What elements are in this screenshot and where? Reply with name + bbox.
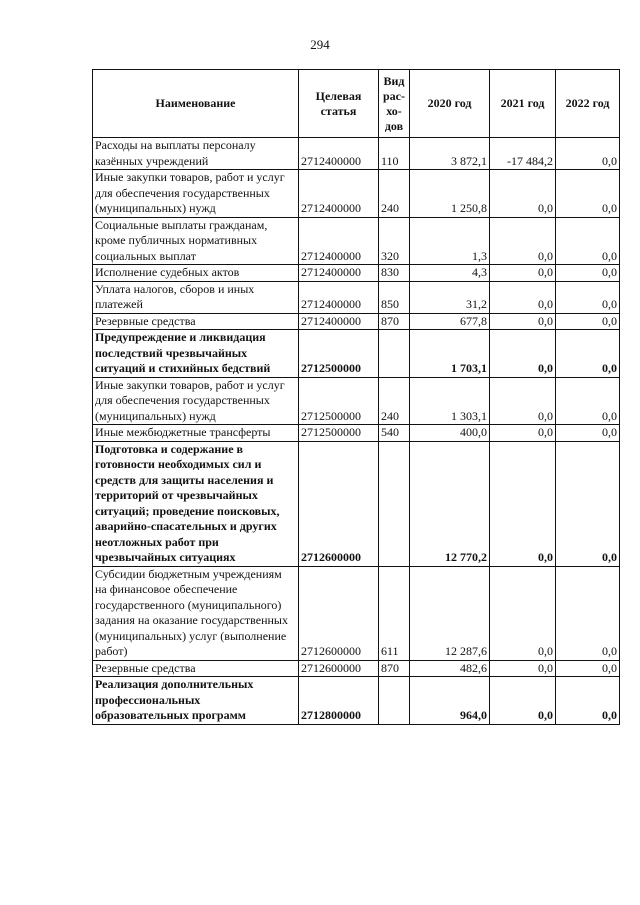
table-row-section xyxy=(93,677,620,725)
cell-2020: 4,3 xyxy=(410,265,490,282)
cell-2021: 0,0 xyxy=(490,660,556,677)
cell-name: Резервные средства xyxy=(93,660,299,677)
cell-name: Исполнение судебных актов xyxy=(93,265,299,282)
cell-2021: 0,0 xyxy=(490,377,556,425)
cell-target: 2712400000 xyxy=(299,265,379,282)
table-row xyxy=(93,377,620,425)
cell-2021: 0,0 xyxy=(490,566,556,660)
table-row xyxy=(93,217,620,265)
cell-2021: 0,0 xyxy=(490,330,556,378)
table-row-section xyxy=(93,330,620,378)
cell-name: Предупреждение и ликвидация последствий чрезвычайных ситуаций и стихийных бедствий xyxy=(93,330,299,378)
cell-kind: 110 xyxy=(379,138,410,170)
cell-target: 2712400000 xyxy=(299,170,379,218)
table-row-section xyxy=(93,441,620,566)
cell-target: 2712400000 xyxy=(299,281,379,313)
budget-table xyxy=(92,69,620,725)
cell-name: Расходы на выплаты персоналу казённых учреждений xyxy=(93,138,299,170)
table-row xyxy=(93,170,620,218)
cell-target: 2712500000 xyxy=(299,330,379,378)
cell-2021: 0,0 xyxy=(490,425,556,442)
cell-2022: 0,0 xyxy=(556,138,620,170)
cell-2022: 0,0 xyxy=(556,281,620,313)
cell-2022: 0,0 xyxy=(556,265,620,282)
table-row xyxy=(93,566,620,660)
cell-kind: 611 xyxy=(379,566,410,660)
table-row xyxy=(93,265,620,282)
table-header-row xyxy=(93,70,620,138)
cell-name: Резервные средства xyxy=(93,313,299,330)
cell-target: 2712500000 xyxy=(299,377,379,425)
cell-2021: 0,0 xyxy=(490,281,556,313)
cell-2020: 1 303,1 xyxy=(410,377,490,425)
cell-name: Реализация дополнительных профессиональных образовательных программ xyxy=(93,677,299,725)
cell-kind: 850 xyxy=(379,281,410,313)
header-2022: 2022 год xyxy=(556,70,620,138)
cell-2020: 677,8 xyxy=(410,313,490,330)
cell-2020: 1,3 xyxy=(410,217,490,265)
cell-2020: 12 287,6 xyxy=(410,566,490,660)
cell-2021: 0,0 xyxy=(490,677,556,725)
page-number: 294 xyxy=(310,37,330,52)
cell-2022: 0,0 xyxy=(556,377,620,425)
cell-2021: 0,0 xyxy=(490,441,556,566)
cell-name: Уплата налогов, сборов и иных платежей xyxy=(93,281,299,313)
cell-2020: 964,0 xyxy=(410,677,490,725)
cell-kind: 830 xyxy=(379,265,410,282)
cell-2020: 31,2 xyxy=(410,281,490,313)
cell-2021: -17 484,2 xyxy=(490,138,556,170)
cell-2022: 0,0 xyxy=(556,677,620,725)
cell-2022: 0,0 xyxy=(556,217,620,265)
cell-2022: 0,0 xyxy=(556,170,620,218)
cell-target: 2712600000 xyxy=(299,566,379,660)
cell-target: 2712800000 xyxy=(299,677,379,725)
cell-kind xyxy=(379,677,410,725)
cell-2020: 400,0 xyxy=(410,425,490,442)
cell-kind: 870 xyxy=(379,313,410,330)
cell-name: Иные закупки товаров, работ и услуг для обеспечения государственных (муниципальных) нужд xyxy=(93,377,299,425)
table-row xyxy=(93,281,620,313)
cell-target: 2712400000 xyxy=(299,138,379,170)
cell-target: 2712400000 xyxy=(299,217,379,265)
cell-2021: 0,0 xyxy=(490,313,556,330)
cell-2021: 0,0 xyxy=(490,265,556,282)
cell-name: Подготовка и содержание в готовности необходимых сил и средств для защиты населения и территорий от чрезвычайных ситуаций; проведение поисковых, аварийно-спасательных и других неотложных работ при чрезвычайных ситуациях xyxy=(93,441,299,566)
cell-name: Иные межбюджетные трансферты xyxy=(93,425,299,442)
cell-kind: 240 xyxy=(379,377,410,425)
cell-2022: 0,0 xyxy=(556,441,620,566)
table-body xyxy=(93,138,620,725)
cell-2022: 0,0 xyxy=(556,313,620,330)
header-expense-type: Вид рас-хо-дов xyxy=(379,70,410,138)
cell-kind xyxy=(379,330,410,378)
cell-2020: 482,6 xyxy=(410,660,490,677)
cell-2020: 3 872,1 xyxy=(410,138,490,170)
cell-2022: 0,0 xyxy=(556,660,620,677)
cell-2022: 0,0 xyxy=(556,330,620,378)
cell-kind xyxy=(379,441,410,566)
cell-2020: 1 250,8 xyxy=(410,170,490,218)
table-row xyxy=(93,660,620,677)
cell-name: Субсидии бюджетным учреждениям на финансовое обеспечение государственного (муниципального) задания на оказание государственных (муниципальных) услуг (выполнение работ) xyxy=(93,566,299,660)
cell-kind: 320 xyxy=(379,217,410,265)
header-name: Наименование xyxy=(93,70,299,138)
cell-kind: 870 xyxy=(379,660,410,677)
header-2020: 2020 год xyxy=(410,70,490,138)
cell-2020: 12 770,2 xyxy=(410,441,490,566)
cell-2021: 0,0 xyxy=(490,170,556,218)
cell-name: Социальные выплаты гражданам, кроме публичных нормативных социальных выплат xyxy=(93,217,299,265)
table-row xyxy=(93,425,620,442)
cell-2021: 0,0 xyxy=(490,217,556,265)
cell-2022: 0,0 xyxy=(556,566,620,660)
cell-2020: 1 703,1 xyxy=(410,330,490,378)
cell-target: 2712400000 xyxy=(299,313,379,330)
cell-target: 2712500000 xyxy=(299,425,379,442)
cell-name: Иные закупки товаров, работ и услуг для обеспечения государственных (муниципальных) нужд xyxy=(93,170,299,218)
cell-target: 2712600000 xyxy=(299,441,379,566)
cell-kind: 240 xyxy=(379,170,410,218)
table-row xyxy=(93,313,620,330)
header-2021: 2021 год xyxy=(490,70,556,138)
header-target-article: Целевая статья xyxy=(299,70,379,138)
cell-2022: 0,0 xyxy=(556,425,620,442)
table-row xyxy=(93,138,620,170)
cell-target: 2712600000 xyxy=(299,660,379,677)
cell-kind: 540 xyxy=(379,425,410,442)
